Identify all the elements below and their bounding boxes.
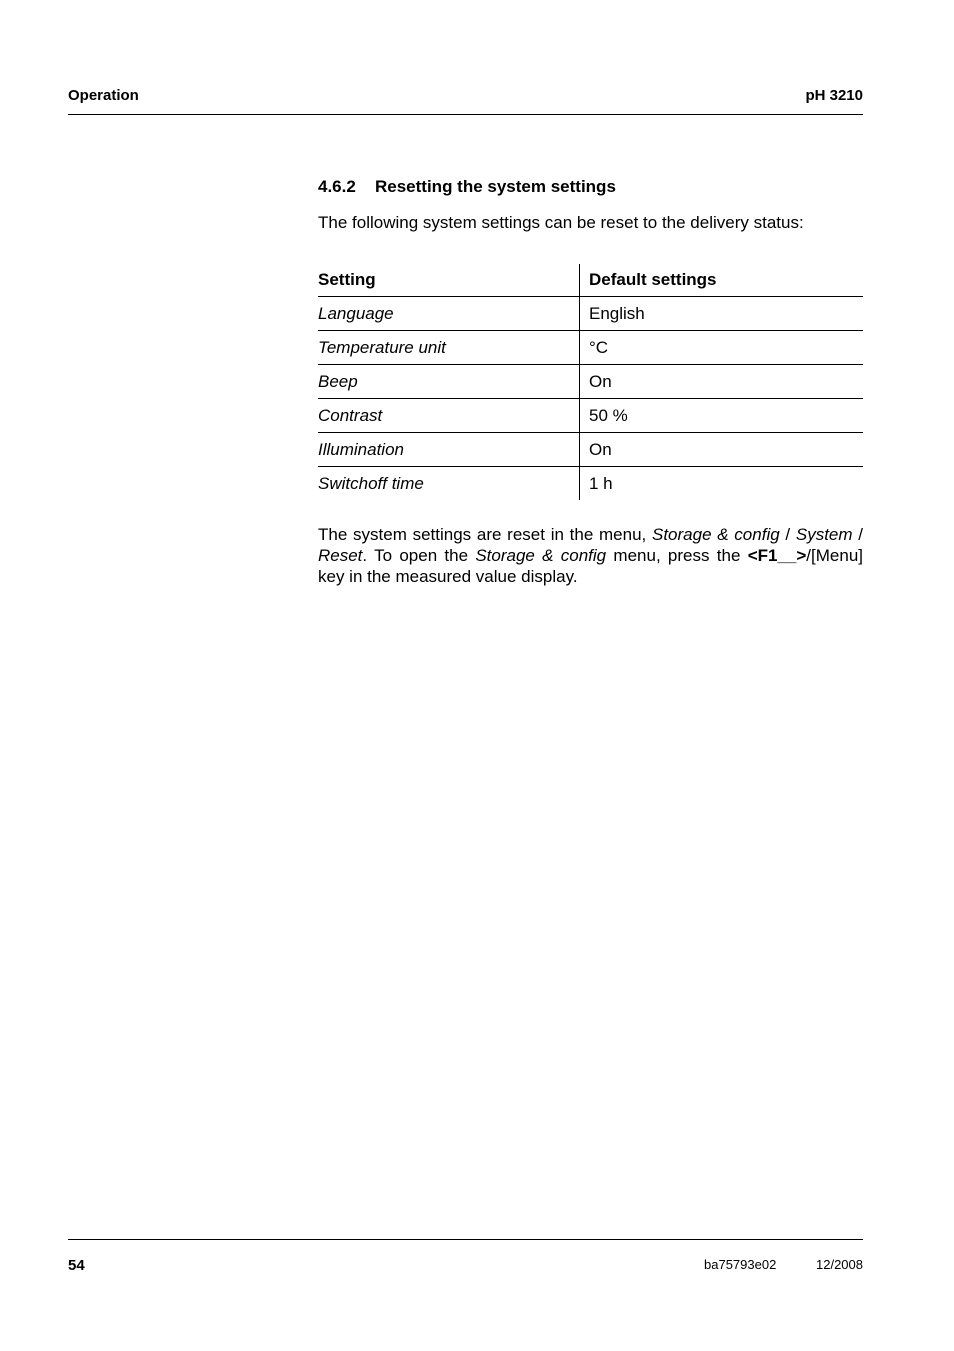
key-name: <F1__>: [747, 546, 807, 565]
table-row: [318, 365, 863, 399]
header-product-name: pH 3210: [805, 87, 863, 104]
setting-default: 1 h: [580, 467, 864, 501]
setting-name: Switchoff time: [318, 473, 424, 493]
footer-rule: [68, 1239, 863, 1240]
setting-name: Contrast: [318, 399, 580, 433]
table-row: [318, 467, 863, 501]
setting-name: Illumination: [318, 433, 580, 467]
setting-name: Beep: [318, 365, 580, 399]
setting-default: On: [580, 365, 864, 399]
table-row: [318, 399, 863, 433]
text-run: /: [852, 525, 863, 544]
table-row: [318, 331, 863, 365]
column-header-default: Default settings: [580, 264, 864, 297]
setting-default: °C: [580, 331, 864, 365]
setting-default: English: [580, 297, 864, 331]
text-run: /[Menu] key in the measured value display.: [318, 546, 863, 586]
column-header-setting: Setting: [318, 264, 580, 297]
intro-text: The following system settings can be reset to the delivery status:: [318, 213, 804, 232]
text-run: /: [779, 525, 796, 544]
menu-path-reset: Reset: [318, 546, 363, 565]
menu-name-storage-config: Storage & config: [475, 546, 607, 565]
section-heading: [318, 177, 616, 197]
section-title: Resetting the system settings: [375, 177, 616, 196]
menu-path-system: System: [795, 525, 853, 544]
text-run: . To open the: [362, 546, 476, 565]
setting-default: 50 %: [580, 399, 864, 433]
section-number: 4.6.2: [318, 177, 356, 196]
table-row: [318, 297, 863, 331]
header-section-label: Operation: [68, 87, 139, 104]
table-header-row: [318, 264, 863, 297]
setting-name: Language: [318, 297, 580, 331]
text-run: The system settings are reset in the menu,: [318, 525, 652, 544]
setting-default: On: [580, 433, 864, 467]
page-number: 54: [68, 1257, 85, 1274]
text-run: menu, press the: [606, 546, 748, 565]
setting-name: Temperature unit: [318, 331, 580, 365]
document-date: 12/2008: [816, 1257, 863, 1272]
document-id: ba75793e02: [704, 1257, 777, 1272]
settings-table: [318, 264, 863, 500]
header-rule: [68, 114, 863, 115]
menu-path-storage-config: Storage & config: [651, 525, 780, 544]
reset-instructions: [318, 524, 863, 587]
table-row: [318, 433, 863, 467]
